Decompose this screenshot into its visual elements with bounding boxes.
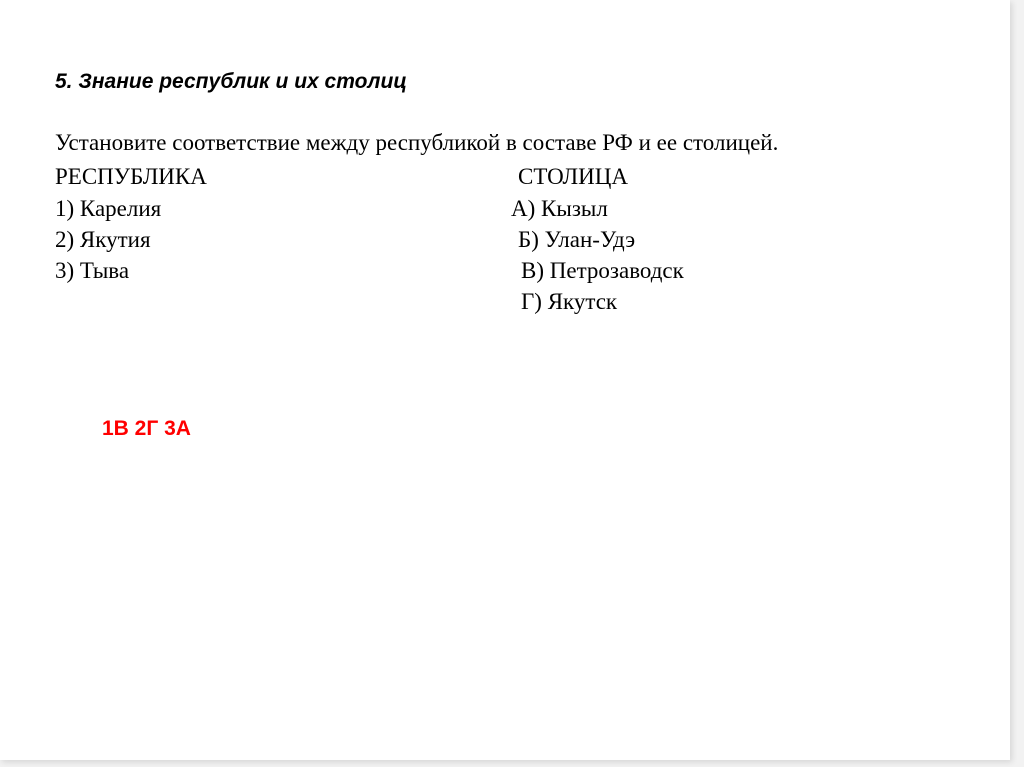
capital-item-a: А) Кызыл — [511, 196, 608, 221]
capital-item-v: В) Петрозаводск — [521, 258, 684, 283]
question-text: Установите соответствие между республикой в составе РФ и ее столицей. — [55, 130, 779, 155]
republic-item-3: 3) Тыва — [55, 258, 130, 283]
capital-column-header: СТОЛИЦА — [518, 164, 628, 189]
capital-item-g: Г) Якутск — [521, 289, 618, 314]
answer-text: 1В 2Г 3А — [102, 417, 191, 440]
slide-title: 5. Знание республик и их столиц — [55, 70, 407, 93]
republic-item-2: 2) Якутия — [55, 227, 151, 252]
republic-column-header: РЕСПУБЛИКА — [55, 164, 207, 189]
republic-item-1: 1) Карелия — [55, 196, 162, 221]
capital-item-b: Б) Улан-Удэ — [518, 227, 636, 252]
